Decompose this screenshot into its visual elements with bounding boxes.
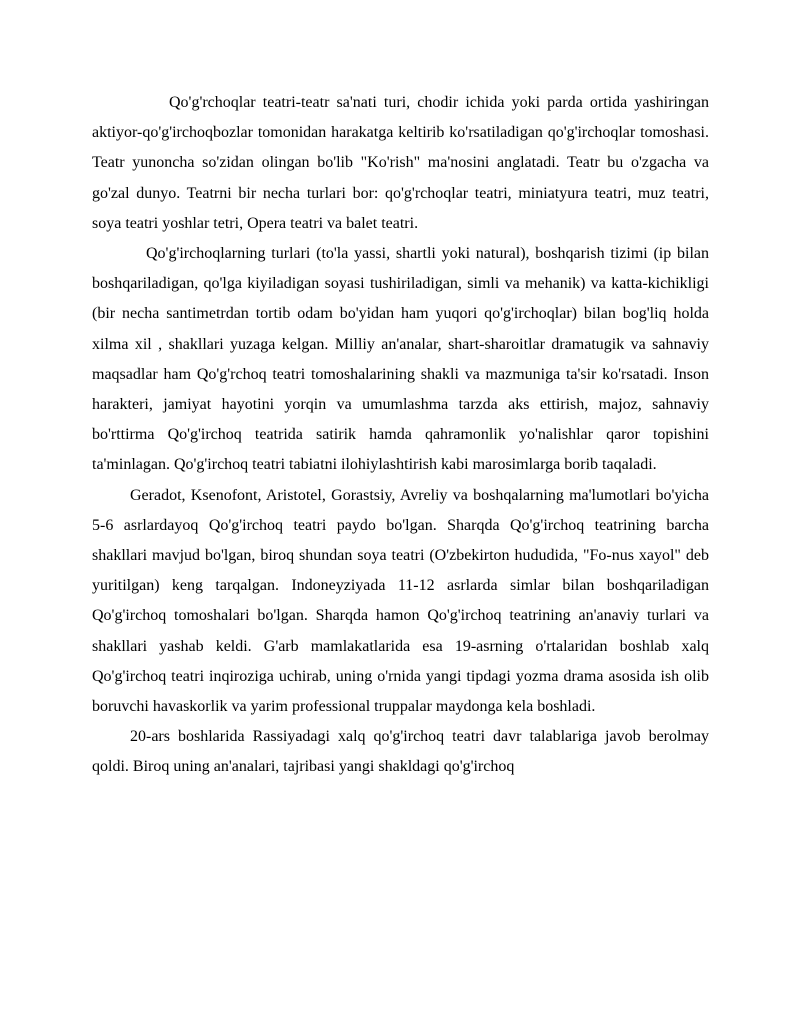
paragraph-20th-century: 20-ars boshlarida Rassiyadagi xalq qo'g'irchoq teatri davr talablariga javob berolmay qoldi. Biroq uning an'analari, tajribasi yangi shakldagi qo'g'irchoq bbox=[92, 728, 709, 776]
document-page bbox=[92, 88, 709, 783]
paragraph-history: Geradot, Ksenofont, Aristotel, Gorastsiy, Avreliy va boshqalarning ma'lumotlari bo'yicha 5-6 asrlardayoq Qo'g'irchoq teatri paydo bo'lgan. Sharqda Qo'g'irchoq teatrining barcha shakllari mavjud bo'lgan, biroq shundan soya teatri (O'zbekirton hududida, "Fo-nus xayol" deb yuritilgan) keng tarqalgan. Indoneyziyada 11-12 asrlarda simlar bilan boshqariladigan Qo'g'irchoq tomoshalari bo'lgan. Sharqda hamon Qo'g'irchoq teatrining an'anaviy turlari va shakllari yashab keldi. G'arb mamlakatlarida esa 19-asrning o'rtalaridan boshlab xalq Qo'g'irchoq teatri inqiroziga uchirab, uning o'rnida yangi tipdagi yozma drama asosida ish olib boruvchi havaskorlik va yarim professional truppalar maydonga kela boshladi. bbox=[92, 486, 709, 716]
paragraph-intro: Qo'g'rchoqlar teatri-teatr sa'nati turi, chodir ichida yoki parda ortida yashiringan aktiyor-qo'g'irchoqbozlar tomonidan harakatga keltirib ko'rsatiladigan qo'g'irchoqlar tomoshasi. Teatr yunoncha so'zidan olingan bo'lib "Ko'rish" ma'nosini anglatadi. Teatr bu o'zgacha va go'zal dunyo. Teatrni bir necha turlari bor: qo'g'rchoqlar teatri, miniatyura teatri, muz teatri, soya teatri yoshlar tetri, Opera teatri va balet teatri. bbox=[92, 94, 709, 232]
paragraph-puppet-types: Qo'g'irchoqlarning turlari (to'la yassi, shartli yoki natural), boshqarish tizimi (ip bilan boshqariladigan, qo'lga kiyiladigan soyasi tushiriladigan, simli va mehanik) va katta-kichikligi (bir necha santimetrdan tortib odam bo'yidan ham yuqori qo'g'irchoqlar) bilan bog'liq holda xilma xil , shakllari yuzaga kelgan. Milliy an'analar, shart-sharoitlar dramatugik va sahnaviy maqsadlar ham Qo'g'rchoq teatri tomoshalarining shakli va mazmuniga ta'sir ko'rsatadi. Inson harakteri, jamiyat hayotini yorqin va umumlashma tarzda aks ettirish, majoz, sahnaviy bo'rttirma Qo'g'irchoq teatrida satirik hamda qahramonlik yo'nalishlar qaror topishini ta'minlagan. Qo'g'irchoq teatri tabiatni ilohiylashtirish kabi marosimlarga borib taqaladi. bbox=[92, 245, 709, 474]
